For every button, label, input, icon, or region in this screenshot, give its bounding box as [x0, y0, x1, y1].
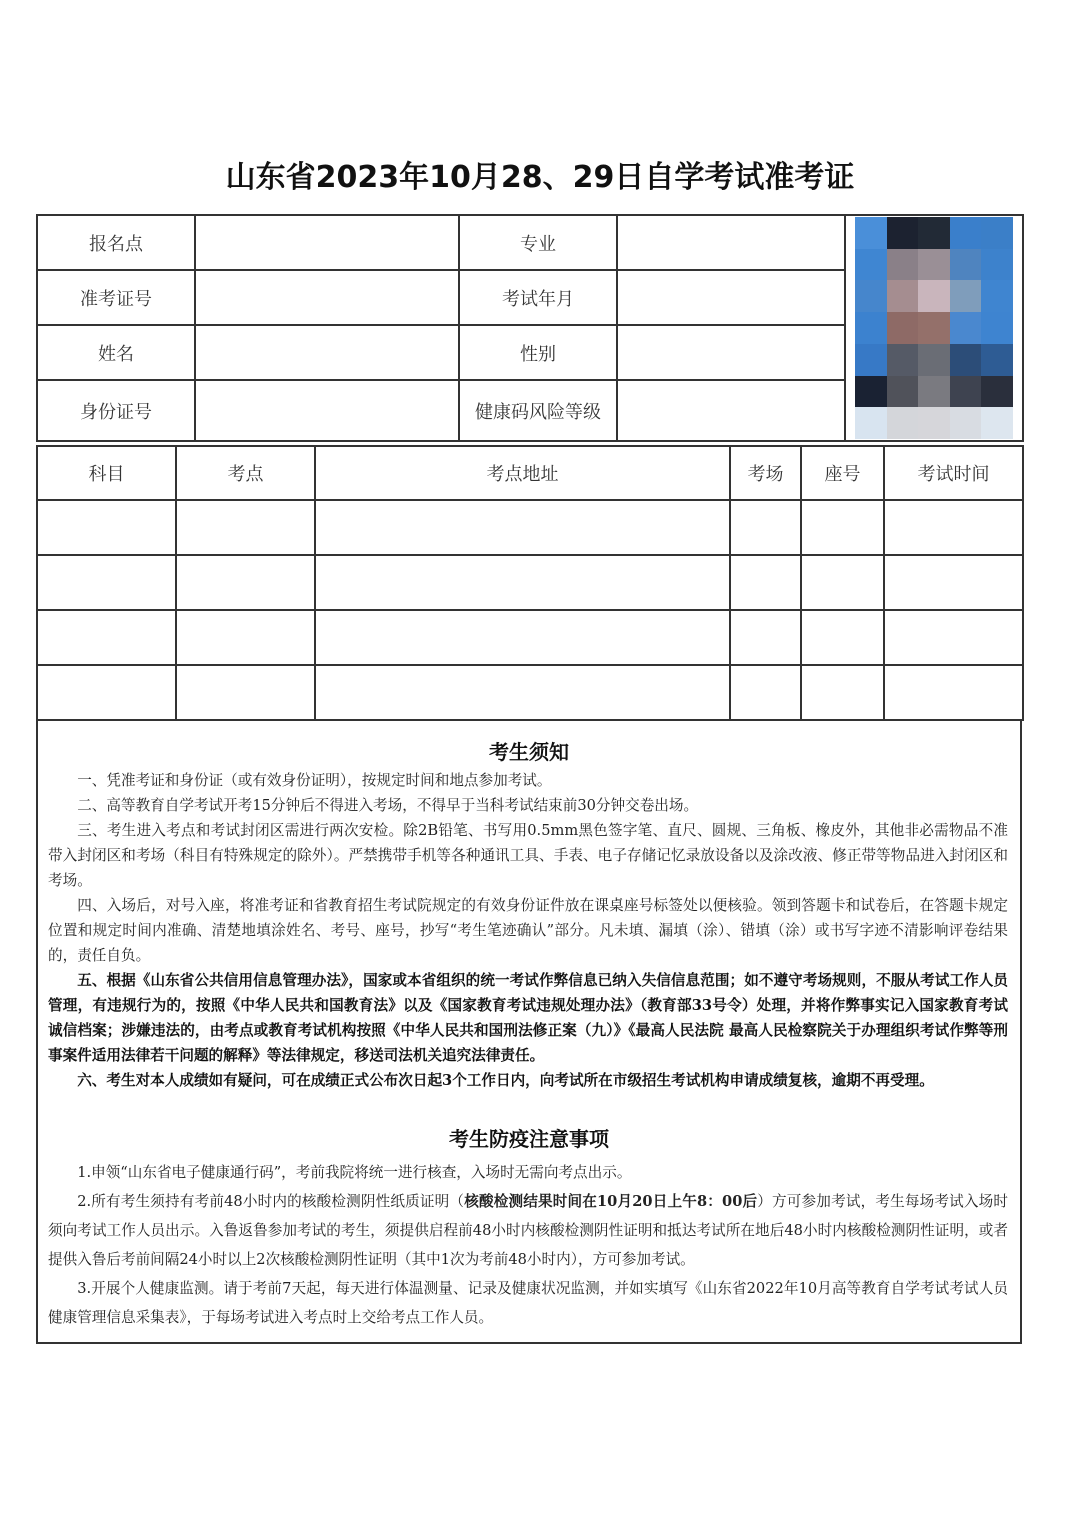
photo-pixel [950, 407, 982, 439]
photo-pixel [981, 217, 1013, 249]
notice-item-4: 四、入场后，对号入座，将准考证和省教育招生考试院规定的有效身份证件放在课桌座号标签处以便核验。领到答题卡和试卷后，在答题卡规定位置和规定时间内准确、清楚地填涂姓名、考号、座号，抄写“考生笔迹确认”部分。凡未填、漏填（涂）、错填（涂）或书写字迹不清影响评卷结果的，责任自负。 [48, 897, 1008, 964]
label-major: 专业 [459, 215, 617, 270]
photo-pixel [855, 217, 887, 249]
epidemic-item-2-pre: 2.所有考生须持有考前48小时内的核酸检测阴性纸质证明（ [77, 1193, 465, 1210]
photo-pixel [981, 407, 1013, 439]
notice-item-1: 一、凭准考证和身份证（或有效身份证明），按规定时间和地点参加考试。 [77, 772, 552, 789]
photo-pixel [887, 217, 919, 249]
label-name: 姓名 [37, 325, 195, 380]
photo-pixel [855, 344, 887, 376]
photo-pixel [918, 280, 950, 312]
label-registration-point: 报名点 [37, 215, 195, 270]
page-title: 山东省2023年10月28、29日自学考试准考证 [225, 160, 855, 195]
epidemic-item-2-post: ）方可参加考试，考生每场考试入场时须向考试工作人员出示。入鲁返鲁参加考试的考生，须提供启程前48小时内核酸检测阴性证明和抵达考试所在地后48小时内核酸检测阴性证明，或者提供入鲁后考前间隔24小时以上2次核酸检测阴性证明（其中1次为考前48小时内），方可参加考试。 [48, 1193, 1008, 1268]
photo-pixel [950, 249, 982, 281]
candidate-photo [855, 217, 1013, 439]
photo-pixel [918, 312, 950, 344]
value-gender [617, 325, 845, 380]
value-id-number [195, 380, 459, 441]
photo-pixel [918, 217, 950, 249]
photo-pixel [918, 376, 950, 408]
photo-pixel [981, 312, 1013, 344]
value-health-code-risk [617, 380, 845, 441]
photo-pixel [887, 249, 919, 281]
photo-pixel [950, 217, 982, 249]
header-exam-room: 考场 [730, 446, 801, 500]
epidemic-item-2-bold: 核酸检测结果时间在10月20日上午8：00后 [464, 1193, 758, 1210]
table-row [37, 665, 1023, 720]
label-admission-number: 准考证号 [37, 270, 195, 325]
value-registration-point [195, 215, 459, 270]
header-subject: 科目 [37, 446, 176, 500]
photo-pixel [981, 280, 1013, 312]
photo-pixel [981, 376, 1013, 408]
header-site-address: 考点地址 [315, 446, 730, 500]
photo-pixel [887, 344, 919, 376]
photo-pixel [855, 376, 887, 408]
label-id-number: 身份证号 [37, 380, 195, 441]
photo-pixel [918, 344, 950, 376]
photo-cell [845, 215, 1023, 441]
notice-item-6: 六、考生对本人成绩如有疑问，可在成绩正式公布次日起3个工作日内，向考试所在市级招生考试机构申请成绩复核，逾期不再受理。 [77, 1072, 934, 1089]
photo-pixel [887, 407, 919, 439]
label-gender: 性别 [459, 325, 617, 380]
header-exam-site: 考点 [176, 446, 315, 500]
value-major [617, 215, 845, 270]
value-name [195, 325, 459, 380]
epidemic-item-3: 3.开展个人健康监测。请于考前7天起，每天进行体温测量、记录及健康状况监测，并如实填写《山东省2022年10月高等教育自学考试考试人员健康管理信息采集表》，于每场考试进入考点时上交给考点工作人员。 [48, 1280, 1008, 1326]
notice-item-5: 五、根据《山东省公共信用信息管理办法》，国家或本省组织的统一考试作弊信息已纳入失信信息范围；如不遵守考场规则，不服从考试工作人员管理，有违规行为的，按照《中华人民共和国教育法》以及《国家教育考试违规处理办法》（教育部33号令）处理，并将作弊事实记入国家教育考试诚信档案；涉嫌违法的，由考点或教育考试机构按照《中华人民共和国刑法修正案（九）》《最高人民法院 最高人民检察院关于办理组织考试作弊等刑事案件适用法律若干问题的解释》等法律规定，移送司法机关追究法律责任。 [48, 972, 1008, 1064]
candidate-info-table [36, 214, 1024, 442]
notice-section [36, 720, 1022, 1344]
photo-pixel [855, 407, 887, 439]
table-row [37, 500, 1023, 555]
epidemic-item-1: 1.申领“山东省电子健康通行码”，考前我院将统一进行核查，入场时无需向考点出示。 [77, 1164, 632, 1181]
photo-pixel [950, 376, 982, 408]
table-row [37, 610, 1023, 665]
photo-pixel [918, 249, 950, 281]
photo-pixel [887, 280, 919, 312]
table-row [37, 555, 1023, 610]
photo-pixel [981, 249, 1013, 281]
photo-pixel [855, 280, 887, 312]
epidemic-item-2 [38, 1187, 1020, 1274]
photo-pixel [918, 407, 950, 439]
photo-pixel [950, 312, 982, 344]
header-exam-time: 考试时间 [884, 446, 1023, 500]
photo-pixel [950, 344, 982, 376]
label-health-code-risk: 健康码风险等级 [459, 380, 617, 441]
photo-pixel [950, 280, 982, 312]
photo-pixel [855, 312, 887, 344]
photo-pixel [981, 344, 1013, 376]
label-exam-month: 考试年月 [459, 270, 617, 325]
header-seat-number: 座号 [801, 446, 884, 500]
value-exam-month [617, 270, 845, 325]
photo-pixel [855, 249, 887, 281]
epidemic-title: 考生防疫注意事项 [449, 1127, 609, 1151]
notice-title: 考生须知 [489, 740, 569, 764]
photo-pixel [887, 312, 919, 344]
notice-item-3: 三、考生进入考点和考试封闭区需进行两次安检。除2B铅笔、书写用0.5mm黑色签字笔、直尺、圆规、三角板、橡皮外，其他非必需物品不准带入封闭区和考场（科目有特殊规定的除外）。严禁携带手机等各种通讯工具、手表、电子存储记忆录放设备以及涂改液、修正带等物品进入封闭区和考场。 [48, 822, 1008, 889]
photo-pixel [887, 376, 919, 408]
exam-schedule-table [36, 445, 1024, 721]
value-admission-number [195, 270, 459, 325]
notice-item-2: 二、高等教育自学考试开考15分钟后不得进入考场，不得早于当科考试结束前30分钟交卷出场。 [77, 797, 699, 814]
